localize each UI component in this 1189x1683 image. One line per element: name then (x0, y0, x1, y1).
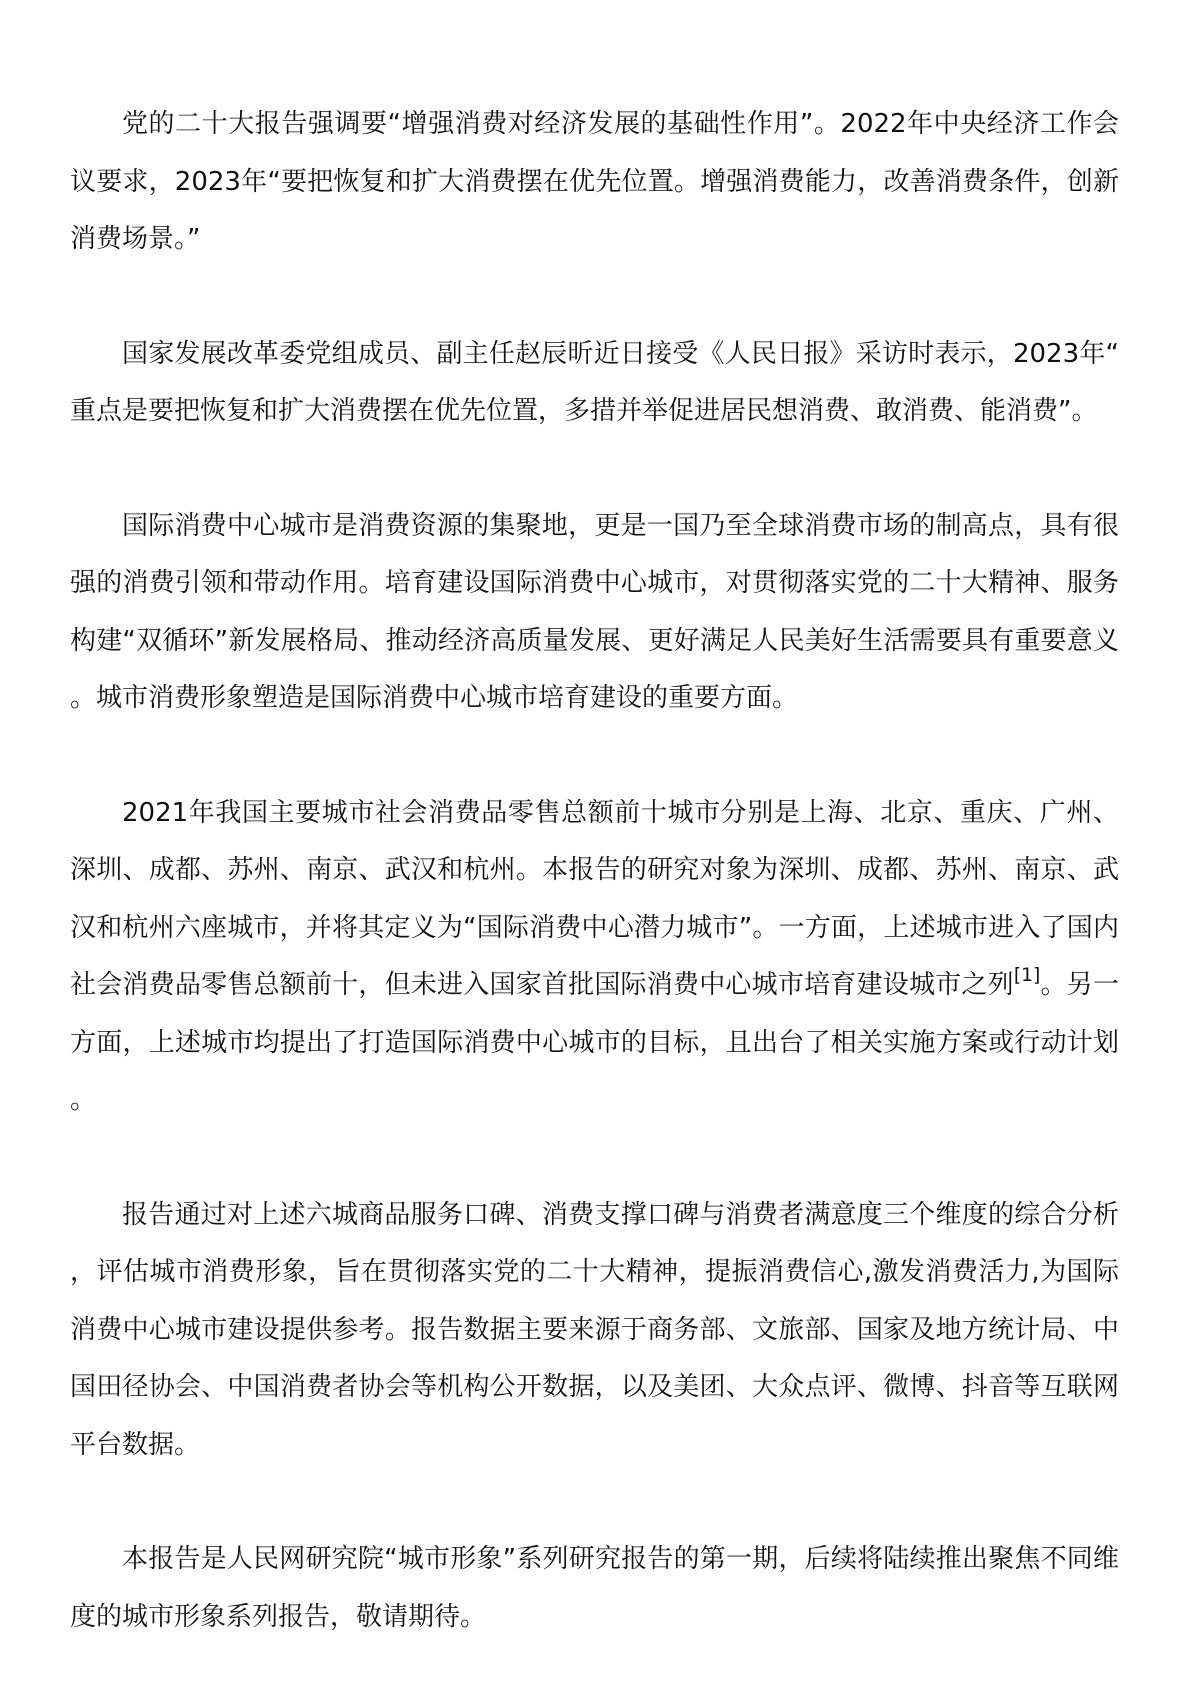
paragraph-report-method: 报告通过对上述六城商品服务口碑、消费支撑口碑与消费者满意度三个维度的综合分析，评估城市消费形象，旨在贯彻落实党的二十大精神，提振消费信心,激发消费活力,为国际消费中心城市建设提供参考。报告数据主要来源于商务部、文旅部、国家及地方统计局、中国田径协会、中国消费者协会等机构公开数据，以及美团、大众点评、微博、抖音等互联网平台数据。 (70, 1199, 1119, 1460)
paragraph-research-cities (70, 785, 1119, 1130)
paragraph-ndrc-statement: 国家发展改革委党组成员、副主任赵辰昕近日接受《人民日报》采访时表示，2023年“重点是要把恢复和扩大消费摆在优先位置，多措并举促进居民想消费、敢消费、能消费”。 (70, 338, 1119, 426)
paragraph-consumption-policy: 党的二十大报告强调要“增强消费对经济发展的基础性作用”。2022年中央经济工作会议要求，2023年“要把恢复和扩大消费摆在优先位置。增强消费能力，改善消费条件，创新消费场景。” (70, 109, 1119, 254)
paragraph-research-cities-text: 2021年我国主要城市社会消费品零售总额前十城市分别是上海、北京、重庆、广州、深圳、成都、苏州、南京、武汉和杭州。本报告的研究对象为深圳、成都、苏州、南京、武汉和杭州六座城市，并将其定义为“国际消费中心潜力城市”。一方面，上述城市进入了国内社会消费品零售总额前十，但未进入国家首批国际消费中心城市培育建设城市之列 (70, 797, 1119, 1000)
paragraph-international-consumption-center: 国际消费中心城市是消费资源的集聚地，更是一国乃至全球消费市场的制高点，具有很强的消费引领和带动作用。培育建设国际消费中心城市，对贯彻落实党的二十大精神、服务构建“双循环”新发展格局、推动经济高质量发展、更好满足人民美好生活需要具有重要意义。城市消费形象塑造是国际消费中心城市培育建设的重要方面。 (70, 510, 1119, 713)
paragraph-research-cities-continued: 。另一方面，上述城市均提出了打造国际消费中心城市的目标，且出台了相关实施方案或行动计划。 (70, 970, 1119, 1115)
paragraph-report-series: 本报告是人民网研究院“城市形象”系列研究报告的第一期，后续将陆续推出聚焦不同维度的城市形象系列报告，敬请期待。 (70, 1544, 1119, 1632)
footnote-reference[interactable]: [1] (1013, 965, 1041, 987)
